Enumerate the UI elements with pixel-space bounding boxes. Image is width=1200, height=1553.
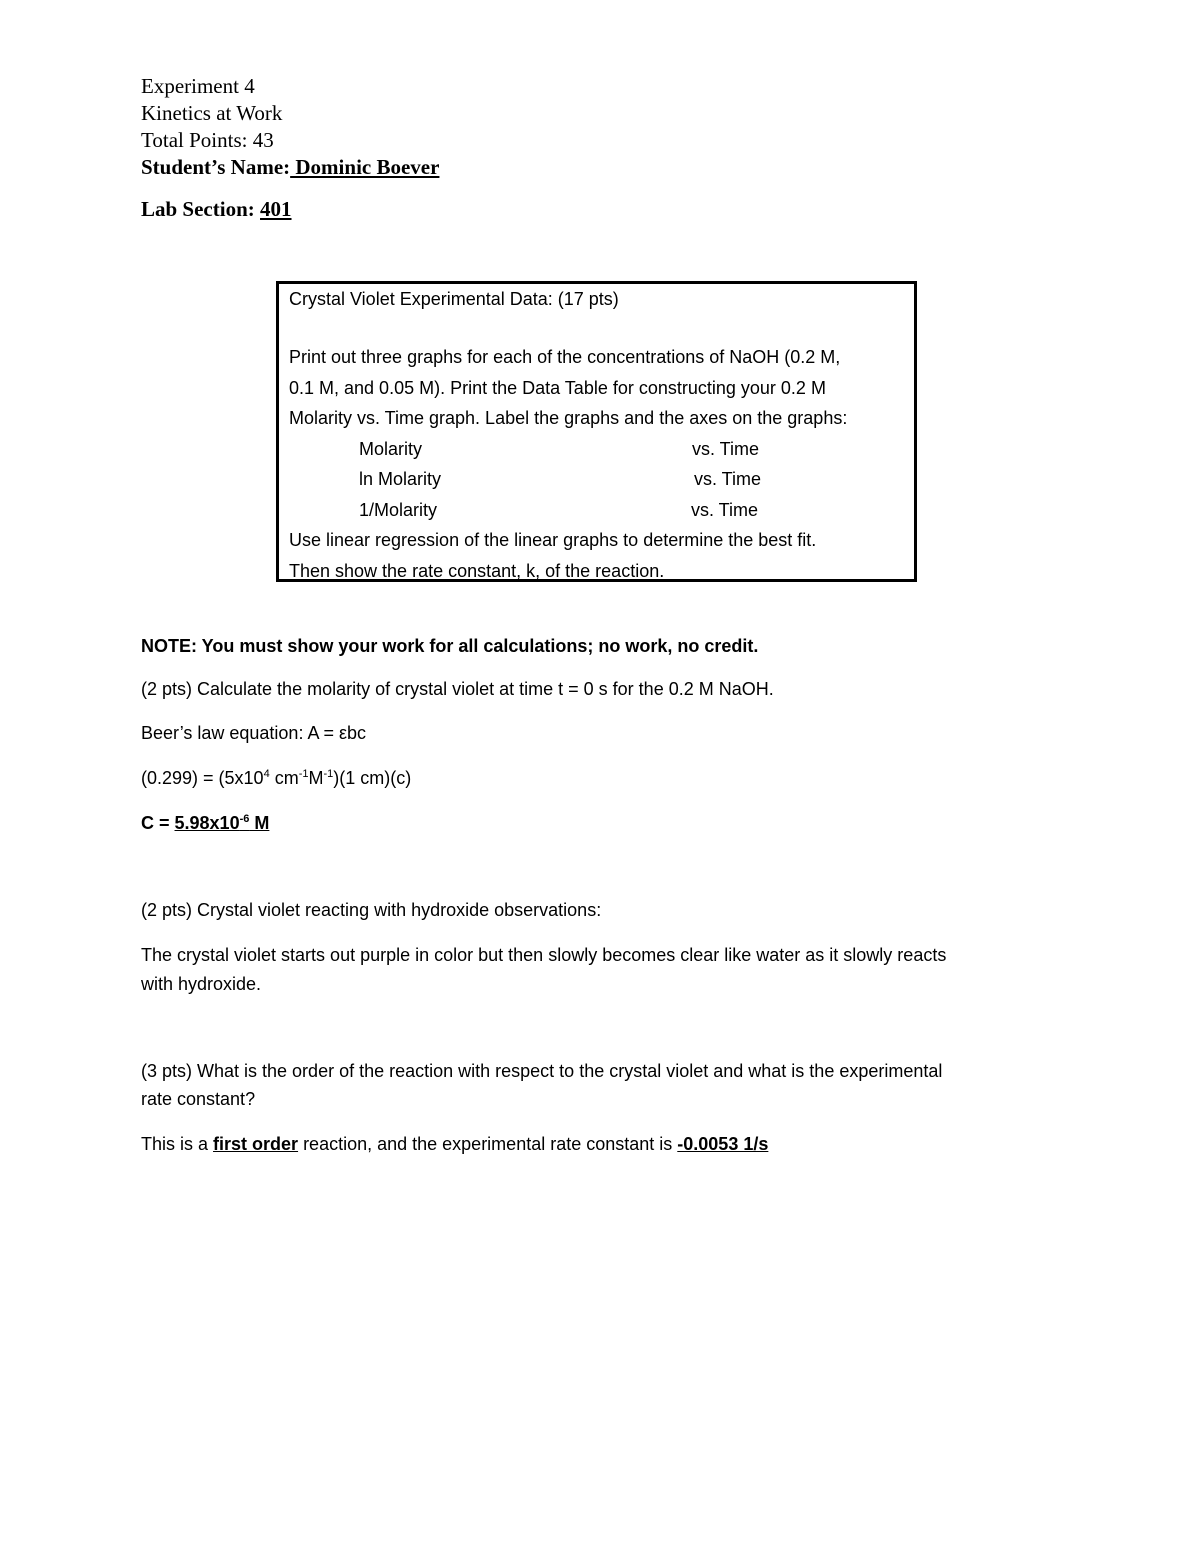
experiment-title: Kinetics at Work	[141, 101, 283, 125]
graph-3-y: 1/Molarity	[359, 500, 438, 520]
q1-equation: Beer’s law equation: A = εbc	[141, 723, 367, 743]
calc-exp-2: -1	[298, 768, 309, 780]
lab-section-line	[141, 196, 292, 223]
calc-part-a: (0.299) = (5x10	[141, 768, 264, 788]
q2-answer-line-1: The crystal violet starts out purple in color but then slowly becomes clear like water as it slowly reacts	[141, 945, 947, 965]
graph-1-x: vs. Time	[692, 439, 760, 459]
note: NOTE: You must show your work for all calculations; no work, no credit.	[141, 636, 759, 656]
box-line-3: Molarity vs. Time graph. Label the graphs and the axes on the graphs:	[289, 408, 848, 428]
graph-1-y: Molarity	[359, 439, 423, 459]
calc-exp-1: 4	[263, 768, 270, 780]
calc-part-d: )(1 cm)(c)	[333, 768, 412, 788]
student-name-label: Student’s Name:	[141, 155, 291, 179]
calc-part-b: cm	[269, 768, 299, 788]
box-line-1: Print out three graphs for each of the concentrations of NaOH (0.2 M,	[289, 347, 841, 367]
box-heading: Crystal Violet Experimental Data: (17 pts)	[289, 289, 619, 309]
q3-answer	[141, 1133, 768, 1155]
student-name-line	[141, 154, 439, 181]
q3-answer-prefix: This is a	[141, 1134, 214, 1154]
box-line-4: Use linear regression of the linear graphs to determine the best fit.	[289, 530, 817, 550]
q2-prompt: (2 pts) Crystal violet reacting with hydroxide observations:	[141, 900, 602, 920]
q1-prompt: (2 pts) Calculate the molarity of crystal violet at time t = 0 s for the 0.2 M NaOH.	[141, 679, 774, 699]
graph-3-x: vs. Time	[691, 500, 759, 520]
answer-value: 5.98x10	[174, 813, 240, 833]
q3-prompt-line-2: rate constant?	[141, 1089, 256, 1109]
lab-section-label: Lab Section:	[141, 197, 255, 221]
calc-exp-3: -1	[323, 768, 334, 780]
experiment-number: Experiment 4	[141, 74, 255, 98]
q1-answer	[141, 812, 269, 834]
box-line-2: 0.1 M, and 0.05 M). Print the Data Table for constructing your 0.2 M	[289, 378, 826, 398]
box-line-5: Then show the rate constant, k, of the reaction.	[289, 561, 665, 581]
q3-answer-order: first order	[213, 1134, 299, 1154]
answer-label: C =	[141, 813, 175, 833]
q3-answer-rate-constant: -0.0053 1/s	[677, 1134, 769, 1154]
graph-2-x: vs. Time	[694, 469, 762, 489]
q1-calculation	[141, 767, 411, 789]
calc-part-c: M	[308, 768, 324, 788]
total-points: Total Points: 43	[141, 128, 274, 152]
q3-answer-middle: reaction, and the experimental rate constant is	[298, 1134, 678, 1154]
answer-exponent: -6	[239, 813, 250, 825]
answer-unit: M	[249, 813, 270, 833]
q2-answer-line-2: with hydroxide.	[141, 974, 262, 994]
answer-value-group	[175, 813, 270, 833]
student-name-value: Dominic Boever	[290, 155, 440, 179]
q3-prompt-line-1: (3 pts) What is the order of the reaction with respect to the crystal violet and what is the experimental	[141, 1061, 943, 1081]
graph-2-y: ln Molarity	[359, 469, 442, 489]
lab-section-value: 401	[260, 197, 292, 221]
